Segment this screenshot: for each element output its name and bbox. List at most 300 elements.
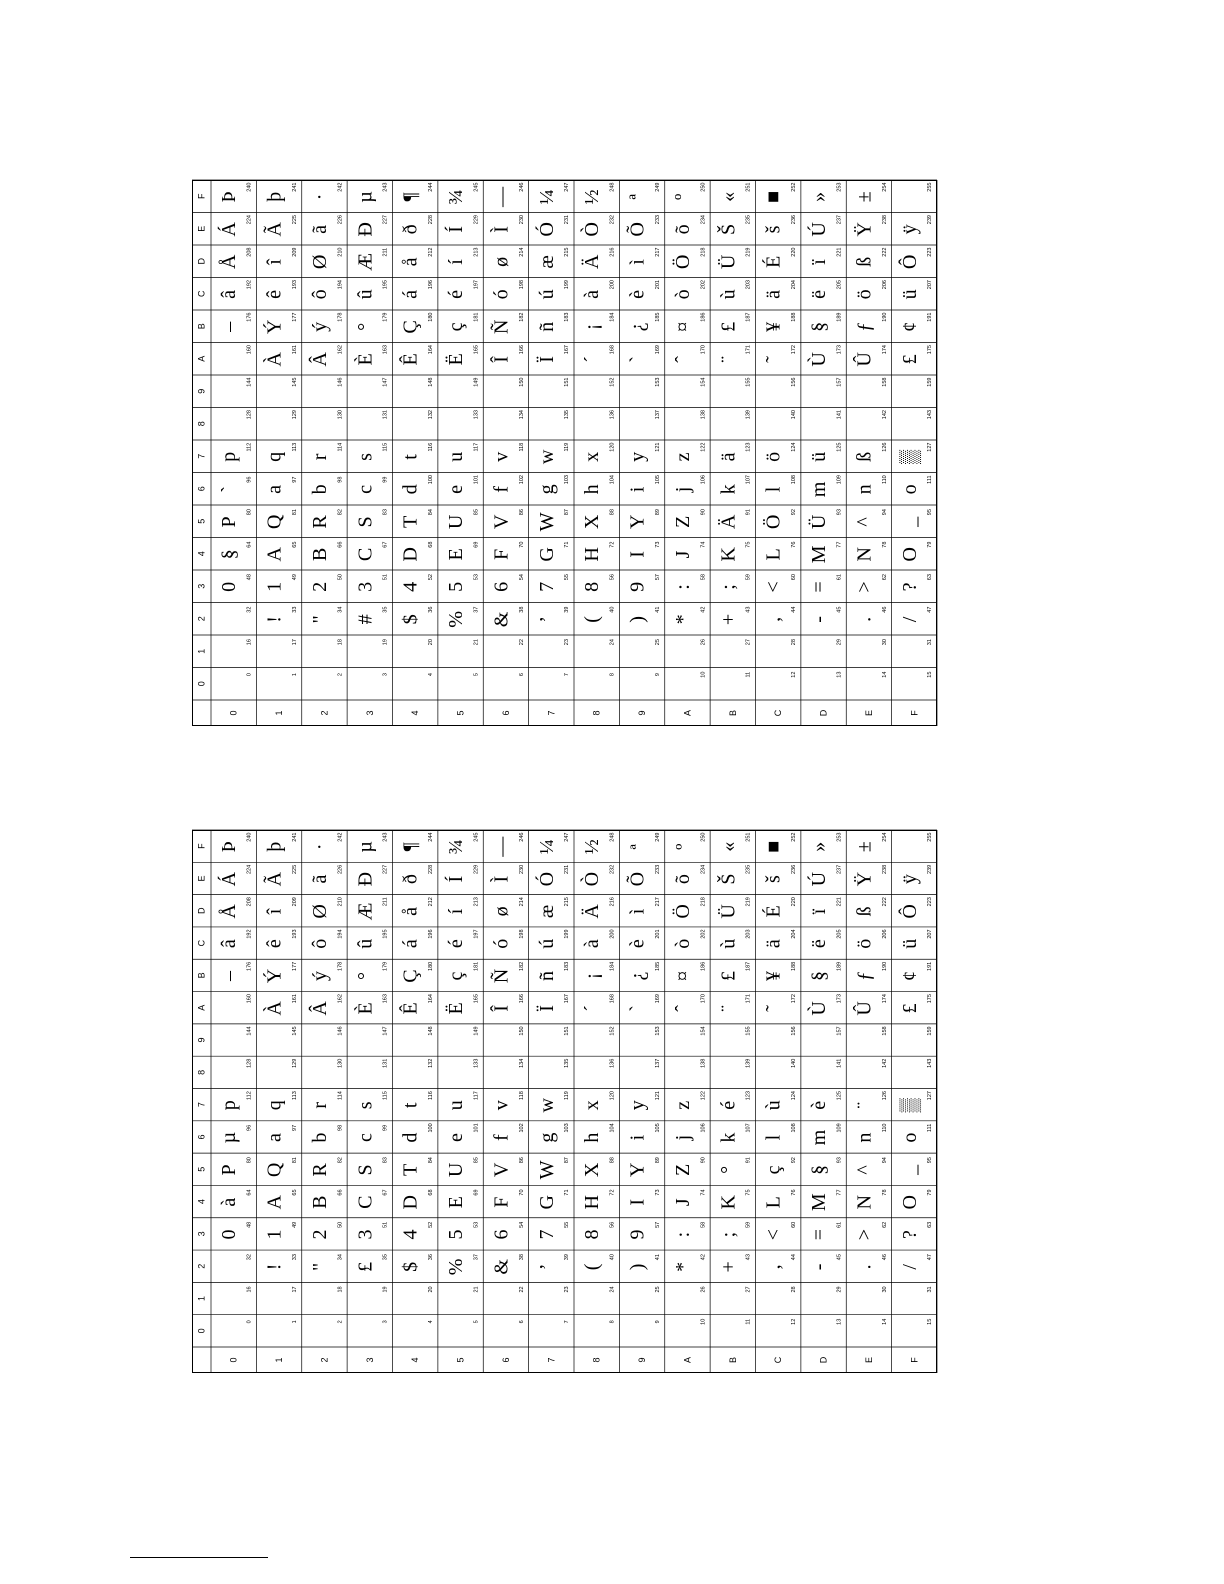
code-number: 132 <box>428 1058 435 1068</box>
code-number: 210 <box>337 247 344 257</box>
low-nibble-label: 4 <box>410 710 421 716</box>
char-glyph: ß <box>853 906 876 917</box>
char-glyph: g <box>535 484 558 495</box>
char-glyph: ¶ <box>399 842 422 852</box>
code-number: 141 <box>836 1058 843 1068</box>
code-number: 166 <box>518 345 525 355</box>
char-glyph: : <box>671 584 694 590</box>
code-number: 150 <box>518 377 525 387</box>
code-number: 213 <box>473 897 480 907</box>
char-glyph: Ø <box>308 254 331 270</box>
code-number: 137 <box>654 410 661 420</box>
code-number: 207 <box>927 280 934 290</box>
char-glyph: $ <box>399 614 422 625</box>
code-number: 203 <box>745 280 752 290</box>
char-glyph: A <box>263 1195 286 1210</box>
code-number: 73 <box>654 541 661 548</box>
char-glyph: f <box>490 1134 513 1141</box>
code-number: 102 <box>518 475 525 485</box>
code-number: 177 <box>291 961 298 971</box>
code-number: 198 <box>518 929 525 939</box>
code-number: 117 <box>473 1091 480 1100</box>
code-number: 74 <box>700 541 707 548</box>
char-glyph: ê <box>263 939 286 949</box>
char-glyph: Ì <box>490 226 513 233</box>
char-glyph: § <box>808 1164 831 1175</box>
code-number: 60 <box>791 1221 798 1228</box>
char-glyph: / <box>898 616 921 623</box>
char-glyph: ¤ <box>671 971 694 982</box>
code-number: 126 <box>881 1091 888 1101</box>
code-number: 150 <box>518 1026 525 1036</box>
char-glyph: ° <box>354 972 377 981</box>
char-glyph: r <box>308 1101 331 1109</box>
code-number: 240 <box>246 832 253 842</box>
code-number: 241 <box>291 182 298 192</box>
code-number: 91 <box>745 1157 752 1164</box>
code-number: 117 <box>473 442 480 452</box>
char-glyph: u <box>445 1100 468 1111</box>
char-glyph: 8 <box>581 581 604 592</box>
char-glyph: ë <box>808 939 831 949</box>
code-number: 47 <box>927 1254 934 1261</box>
code-number: 79 <box>927 541 934 548</box>
char-glyph: Â <box>308 1001 331 1016</box>
code-number: 79 <box>927 1189 934 1196</box>
char-glyph: ´ <box>581 356 604 363</box>
code-number: 103 <box>564 1123 571 1133</box>
char-glyph: á <box>399 289 422 299</box>
low-nibble-label: 0 <box>228 1357 239 1363</box>
code-number: 153 <box>654 1026 661 1036</box>
code-number: 240 <box>246 182 253 192</box>
code-number: 233 <box>654 215 661 225</box>
char-glyph: m <box>808 1129 831 1146</box>
code-number: 17 <box>291 639 298 646</box>
char-glyph: V <box>490 1162 513 1178</box>
char-glyph: Î <box>490 1005 513 1012</box>
char-glyph: Ö <box>671 904 694 919</box>
code-number: 63 <box>927 1221 934 1228</box>
char-glyph: ß <box>853 256 876 267</box>
char-glyph: Ý <box>263 968 286 984</box>
code-number: 202 <box>700 929 707 939</box>
code-number: 20 <box>428 639 435 646</box>
code-number: 229 <box>473 864 480 875</box>
code-number: 57 <box>654 574 661 581</box>
char-glyph: _ <box>898 1164 921 1175</box>
char-glyph: ç <box>762 1165 785 1175</box>
char-glyph: ˜ <box>762 356 785 363</box>
code-number: 21 <box>473 1286 480 1293</box>
char-glyph: ü <box>898 289 921 300</box>
char-glyph: Ï <box>535 1005 558 1012</box>
code-number: 32 <box>246 606 253 613</box>
code-number: 239 <box>927 864 934 875</box>
code-number: 40 <box>609 606 616 613</box>
char-glyph: Ó <box>535 871 558 887</box>
code-number: 141 <box>836 410 843 420</box>
char-glyph: Ñ <box>490 968 513 984</box>
code-number: 64 <box>246 1189 253 1196</box>
code-number: 241 <box>291 832 298 842</box>
code-number: 229 <box>473 215 480 225</box>
code-number: 174 <box>881 994 888 1004</box>
code-number: 89 <box>654 1157 661 1164</box>
char-glyph: a <box>263 484 286 494</box>
high-nibble-label: A <box>196 1004 207 1011</box>
char-glyph: Z <box>671 1163 694 1177</box>
char-glyph: µ <box>354 841 377 853</box>
code-number: 112 <box>246 1091 253 1100</box>
code-number: 33 <box>291 1254 298 1261</box>
code-number: 209 <box>291 247 298 257</box>
code-number: 84 <box>428 1157 435 1164</box>
code-number: 105 <box>654 475 661 485</box>
code-number: 255 <box>927 832 934 842</box>
code-number: 216 <box>609 247 616 257</box>
code-number: 40 <box>609 1254 616 1261</box>
code-number: 97 <box>291 476 298 483</box>
code-number: 58 <box>700 574 707 581</box>
char-glyph: " <box>308 1262 331 1271</box>
code-number: 188 <box>791 961 798 971</box>
code-number: 243 <box>382 832 389 842</box>
code-number: 132 <box>428 410 435 420</box>
char-glyph: Ä <box>581 254 604 270</box>
code-number: 91 <box>745 509 752 516</box>
code-number: 145 <box>291 1026 298 1036</box>
char-glyph: à <box>581 289 604 299</box>
code-number: 202 <box>700 280 707 290</box>
code-number: 115 <box>382 442 389 452</box>
low-nibble-label: F <box>909 710 920 716</box>
char-glyph: Õ <box>626 871 649 887</box>
charset-table-1 <box>192 180 937 726</box>
char-glyph: > <box>853 581 876 593</box>
char-glyph: Þ <box>218 191 241 203</box>
code-number: 12 <box>791 1318 798 1325</box>
char-glyph: è <box>626 289 649 299</box>
char-glyph: g <box>535 1132 558 1143</box>
char-glyph: Ë <box>445 1002 468 1015</box>
char-glyph: è <box>626 939 649 949</box>
char-glyph: N <box>853 1195 876 1210</box>
char-glyph: ä <box>762 939 785 949</box>
char-glyph: H <box>581 1195 604 1210</box>
char-glyph: Ý <box>263 319 286 335</box>
code-number: 27 <box>745 639 752 646</box>
code-number: 39 <box>564 606 571 613</box>
code-number: 16 <box>246 639 253 646</box>
code-number: 193 <box>291 280 298 290</box>
code-number: 178 <box>337 312 344 322</box>
code-number: 59 <box>745 574 752 581</box>
footnote-rule <box>130 1557 268 1558</box>
code-number: 204 <box>791 929 798 939</box>
char-glyph: Ë <box>445 353 468 366</box>
char-glyph: Ñ <box>490 319 513 335</box>
code-number: 36 <box>428 606 435 613</box>
code-number: 27 <box>745 1286 752 1293</box>
code-number: 106 <box>700 475 707 485</box>
code-number: 152 <box>609 1026 616 1036</box>
code-number: 157 <box>836 377 843 387</box>
code-number: 195 <box>382 280 389 290</box>
code-number: 88 <box>609 509 616 516</box>
code-number: 90 <box>700 509 707 516</box>
char-glyph: J <box>671 1198 694 1207</box>
char-glyph: i <box>626 1134 649 1141</box>
char-glyph: $ <box>399 1261 422 1272</box>
code-number: 124 <box>791 1091 798 1101</box>
char-glyph: ú <box>535 289 558 300</box>
code-number: 113 <box>291 1091 298 1100</box>
code-number: 165 <box>473 994 480 1004</box>
charset-grid-2 <box>192 830 937 1373</box>
char-glyph: ô <box>308 938 331 949</box>
code-number: 103 <box>564 475 571 485</box>
char-glyph: Í <box>445 226 468 233</box>
code-number: 237 <box>836 864 843 875</box>
char-glyph: ü <box>898 938 921 949</box>
code-number: 96 <box>246 476 253 483</box>
code-number: 112 <box>246 442 253 452</box>
code-number: 231 <box>564 215 571 225</box>
code-number: 186 <box>700 312 707 322</box>
code-number: 14 <box>881 671 888 678</box>
code-number: 110 <box>881 1123 888 1133</box>
char-glyph: § <box>808 971 831 982</box>
code-number: 47 <box>927 606 934 613</box>
char-glyph: 8 <box>581 1229 604 1240</box>
code-number: 145 <box>291 377 298 387</box>
code-number: 208 <box>246 247 253 257</box>
char-glyph: Õ <box>626 222 649 237</box>
low-nibble-label: 1 <box>274 1357 285 1363</box>
code-number: 228 <box>428 215 435 225</box>
code-number: 11 <box>745 671 752 678</box>
code-number: 50 <box>337 574 344 581</box>
code-number: 128 <box>246 1058 253 1068</box>
char-glyph: v <box>490 451 513 462</box>
char-glyph: Ü <box>808 514 831 530</box>
code-number: 234 <box>700 864 707 875</box>
code-number: 140 <box>791 1058 798 1068</box>
code-number: 48 <box>246 574 253 581</box>
char-glyph: , <box>762 1264 785 1270</box>
code-number: 127 <box>927 442 934 452</box>
code-number: 183 <box>564 312 571 322</box>
code-number: 196 <box>428 929 435 939</box>
code-number: 99 <box>382 476 389 483</box>
char-glyph: À <box>263 1001 286 1016</box>
code-number: 39 <box>564 1254 571 1261</box>
char-glyph: L <box>762 1196 785 1209</box>
code-number: 203 <box>745 929 752 939</box>
low-nibble-label: B <box>727 1356 738 1364</box>
char-glyph: ; <box>717 1231 740 1238</box>
low-nibble-label: 3 <box>364 1357 375 1363</box>
code-number: 122 <box>700 442 707 452</box>
low-nibble-label: A <box>682 1356 693 1364</box>
char-glyph: Ú <box>808 222 831 237</box>
code-number: 180 <box>428 312 435 322</box>
char-glyph: d <box>399 484 422 495</box>
char-glyph: Ò <box>581 871 604 887</box>
high-nibble-label: 2 <box>196 616 207 622</box>
code-number: 92 <box>791 1157 798 1164</box>
char-glyph: § <box>808 321 831 332</box>
low-nibble-label: 0 <box>228 710 239 716</box>
char-glyph: . <box>853 616 876 622</box>
code-number: 3 <box>382 673 389 677</box>
code-number: 163 <box>382 345 389 355</box>
code-number: 209 <box>291 897 298 907</box>
code-number: 250 <box>700 832 707 842</box>
high-nibble-label: D <box>196 907 207 915</box>
code-number: 179 <box>382 961 389 971</box>
code-number: 138 <box>700 1058 707 1068</box>
char-glyph: c <box>354 484 377 494</box>
char-glyph: æ <box>535 904 558 919</box>
char-glyph: ¢ <box>898 971 921 982</box>
code-number: 69 <box>473 541 480 548</box>
code-number: 143 <box>927 410 934 420</box>
code-number: 14 <box>881 1318 888 1325</box>
code-number: 130 <box>337 1058 344 1068</box>
char-glyph: š <box>762 225 785 234</box>
code-number: 127 <box>927 1091 934 1101</box>
char-glyph: T <box>399 515 422 529</box>
char-glyph: O <box>898 1195 921 1210</box>
code-number: 252 <box>791 182 798 192</box>
code-number: 75 <box>745 1189 752 1196</box>
high-nibble-label: 0 <box>196 1328 207 1334</box>
char-glyph: õ <box>671 224 694 235</box>
high-nibble-label: 0 <box>196 681 207 687</box>
code-number: 66 <box>337 541 344 548</box>
code-number: 190 <box>881 961 888 971</box>
char-glyph: Å <box>218 254 241 270</box>
char-glyph: q <box>263 1100 286 1111</box>
char-glyph: V <box>490 514 513 530</box>
code-number: 174 <box>881 345 888 355</box>
char-glyph: y <box>626 451 649 462</box>
code-number: 245 <box>473 832 480 842</box>
code-number: 80 <box>246 1157 253 1164</box>
code-number: 143 <box>927 1058 934 1068</box>
char-glyph: ý <box>308 971 331 982</box>
char-glyph: Í <box>445 875 468 883</box>
char-glyph: á <box>399 939 422 949</box>
code-number: 41 <box>654 1254 661 1261</box>
char-glyph: ¢ <box>898 321 921 332</box>
code-number: 249 <box>654 182 661 192</box>
code-number: 87 <box>564 1157 571 1164</box>
code-number: 97 <box>291 1124 298 1131</box>
code-number: 15 <box>927 1318 934 1325</box>
code-number: 110 <box>881 475 888 485</box>
code-number: 188 <box>791 312 798 322</box>
code-number: 254 <box>881 832 888 842</box>
char-glyph: ö <box>853 289 876 300</box>
char-glyph: * <box>671 614 694 625</box>
char-glyph: n <box>853 1132 876 1143</box>
code-number: 164 <box>428 345 435 355</box>
char-glyph: ò <box>671 938 694 949</box>
code-number: 4 <box>428 1320 435 1324</box>
code-number: 104 <box>609 1123 616 1133</box>
char-glyph: £ <box>717 971 740 982</box>
code-number: 7 <box>564 1320 571 1324</box>
code-number: 28 <box>791 1286 798 1293</box>
code-number: 164 <box>428 994 435 1004</box>
code-number: 195 <box>382 929 389 939</box>
code-number: 223 <box>927 247 934 257</box>
code-number: 61 <box>836 574 843 581</box>
char-glyph: 9 <box>626 1229 649 1240</box>
code-number: 187 <box>745 312 752 322</box>
char-glyph: ý <box>308 321 331 332</box>
code-number: 169 <box>654 345 661 355</box>
high-nibble-label: 7 <box>196 1102 207 1108</box>
char-glyph: ó <box>490 289 513 300</box>
char-glyph: Á <box>218 222 241 237</box>
code-number: 46 <box>881 606 888 613</box>
code-number: 42 <box>700 606 707 613</box>
code-number: 200 <box>609 929 616 939</box>
code-number: 1 <box>291 673 298 677</box>
code-number: 98 <box>337 1124 344 1131</box>
char-glyph: p <box>218 451 241 462</box>
char-glyph: å <box>399 906 422 916</box>
code-number: 95 <box>927 509 934 516</box>
char-glyph: ´ <box>581 1005 604 1012</box>
char-glyph: ( <box>581 1263 604 1271</box>
code-number: 93 <box>836 1157 843 1164</box>
char-glyph: t <box>399 1102 422 1109</box>
char-glyph: K <box>717 1195 740 1210</box>
char-glyph: · <box>308 843 331 851</box>
code-number: 253 <box>836 182 843 192</box>
code-number: 70 <box>518 1189 525 1196</box>
code-number: 182 <box>518 961 525 971</box>
code-number: 8 <box>609 673 616 677</box>
code-number: 34 <box>337 606 344 613</box>
code-number: 10 <box>700 671 707 678</box>
code-number: 155 <box>745 377 752 387</box>
char-glyph: â <box>218 939 241 949</box>
char-glyph: ì <box>626 908 649 915</box>
char-glyph: ¡ <box>581 972 604 980</box>
code-number: 247 <box>564 832 571 842</box>
char-glyph: 2 <box>308 1229 331 1240</box>
code-number: 235 <box>745 864 752 875</box>
code-number: 49 <box>291 574 298 581</box>
code-number: 28 <box>791 639 798 646</box>
code-number: 109 <box>836 475 843 485</box>
code-number: 168 <box>609 345 616 355</box>
char-glyph: x <box>581 1100 604 1111</box>
code-number: 19 <box>382 639 389 646</box>
char-glyph: ▒ <box>898 449 921 465</box>
char-glyph: ) <box>626 616 649 623</box>
code-number: 147 <box>382 377 389 387</box>
char-glyph: Ù <box>808 352 831 367</box>
char-glyph: ° <box>717 1165 740 1174</box>
char-glyph: È <box>354 353 377 366</box>
